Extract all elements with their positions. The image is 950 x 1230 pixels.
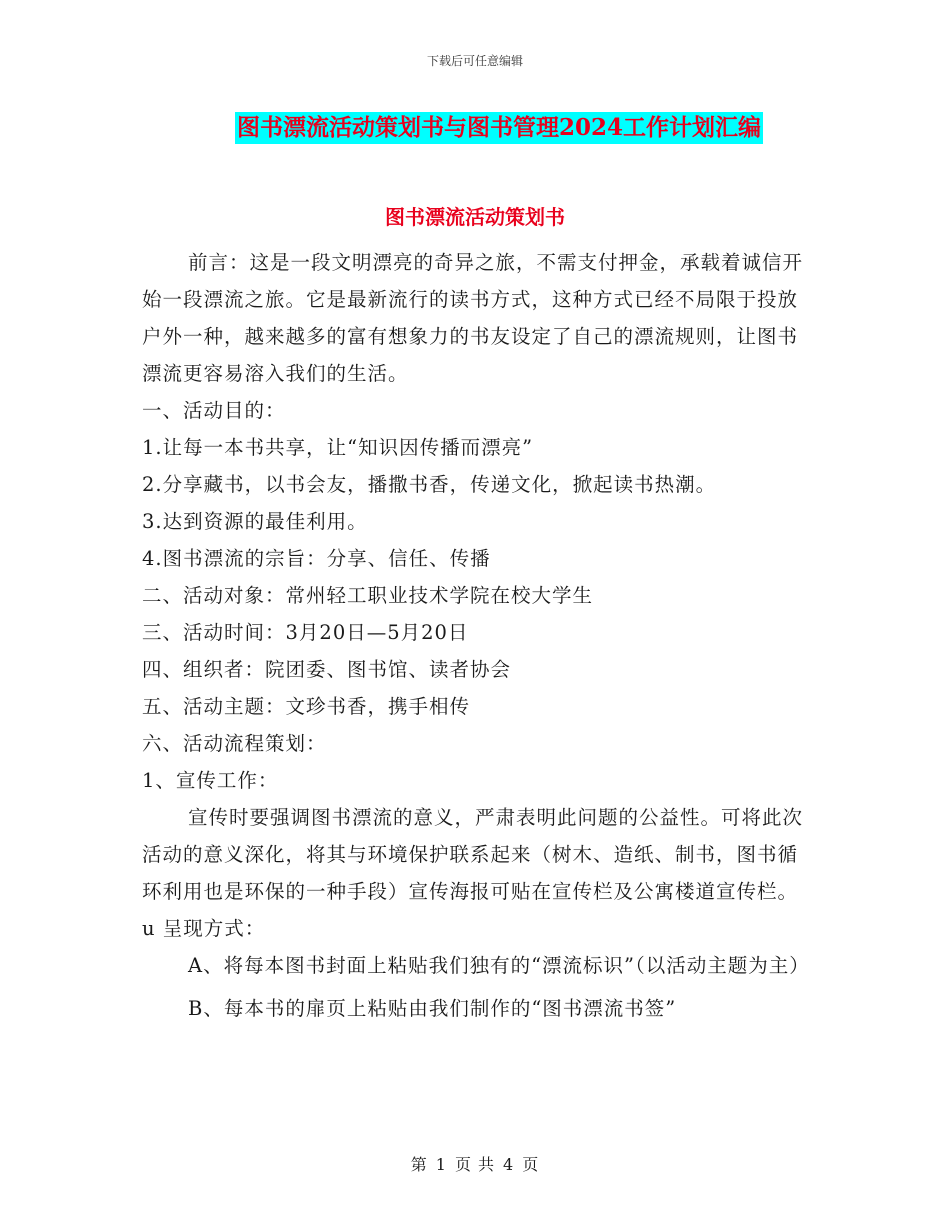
section-title: 图书漂流活动策划书 (385, 205, 565, 229)
heading-activity-time: 三、活动时间：3月20日—5月20日 (142, 621, 469, 644)
heading-activity-process: 六、活动流程策划： (142, 732, 327, 755)
publicity-paragraph: 宣传时要强调图书漂流的意义，严肃表明此问题的公益性。可将此次活动的意义深化，将其与环境保护联系起来（树木、造纸、制书，图书循环利用也是环保的一种手段）宣传海报可贴在宣传栏及公寓楼道宣传栏。 (142, 806, 804, 903)
page-header-note: 下载后可任意编辑 (426, 54, 523, 68)
page-label-suffix: 页 (522, 1155, 540, 1174)
heading-activity-target: 二、活动对象：常州轻工职业技术学院在校大学生 (142, 584, 594, 607)
page-label-prefix: 第 (410, 1155, 428, 1174)
heading-organizer: 四、组织者：院团委、图书馆、读者协会 (142, 658, 512, 681)
purpose-item-4: 4.图书漂流的宗旨：分享、信任、传播 (142, 547, 491, 570)
heading-activity-theme: 五、活动主题：文珍书香，携手相传 (142, 695, 471, 718)
purpose-item-1: 1.让每一本书共享，让“知识因传播而漂亮” (142, 436, 534, 459)
document-body (142, 244, 810, 1027)
heading-presentation: u 呈现方式： (142, 917, 266, 940)
heading-publicity: 1、宣传工作： (142, 769, 279, 792)
purpose-item-3: 3.达到资源的最佳利用。 (142, 510, 368, 533)
presentation-item-b: B、每本书的扉页上粘贴由我们制作的“图书漂流书签” (188, 997, 677, 1020)
page-footer (0, 1152, 950, 1175)
page-total-number: 4 (503, 1155, 515, 1174)
page-label-mid: 页 共 (454, 1155, 496, 1174)
heading-activity-purpose: 一、活动目的： (142, 399, 286, 422)
document-main-title: 图书漂流活动策划书与图书管理2024工作计划汇编 (235, 112, 763, 144)
main-title-container (0, 112, 950, 144)
preface-paragraph: 前言：这是一段文明漂亮的奇异之旅，不需支付押金，承载着诚信开始一段漂流之旅。它是最新流行的读书方式，这种方式已经不局限于投放户外一种，越来越多的富有想象力的书友设定了自己的漂流规则，让图书漂流更容易溶入我们的生活。 (142, 251, 804, 385)
page-current-number: 1 (435, 1155, 447, 1174)
purpose-item-2: 2.分享藏书，以书会友，播撒书香，传递文化，掀起读书热潮。 (142, 473, 717, 496)
presentation-item-a: A、将每本图书封面上粘贴我们独有的“漂流标识”（以活动主题为主） (188, 954, 810, 977)
